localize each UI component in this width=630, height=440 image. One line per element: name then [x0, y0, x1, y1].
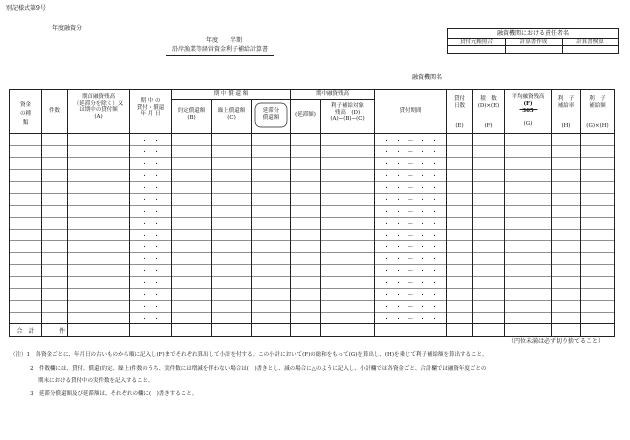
hdr-overdue-repay: 延滞分 償還額: [262, 108, 280, 121]
note-3: 3 延滞分償還額及び延滞額は、それぞれの欄に( )書きすること。: [30, 391, 198, 397]
note-2-cont: 期末における貸付中の実件数を記入すること。: [38, 378, 154, 384]
period-label: 年度 半期: [206, 37, 243, 44]
hdr-avg-balance: 平均融資残高 (F) 365 (G): [511, 94, 545, 127]
row-period-marks: ・ ・ 〜 ・ ・: [383, 256, 438, 264]
row-period-marks: ・ ・ 〜 ・ ・: [383, 208, 438, 216]
hdr-loan-period: 貸付期間: [399, 108, 422, 114]
rounding-note: （円位未満は必ず切り捨てること）: [508, 338, 605, 345]
row-date-marks: ・ ・: [141, 268, 160, 276]
resp-col-verify: 計算書検算: [562, 38, 618, 46]
resp-col-ledger: 貸付元帳照合: [448, 38, 505, 46]
row-date-marks: ・ ・: [141, 315, 160, 323]
hdr-loan-date: 期 中 の 貸付・償還 年 月 日: [136, 98, 165, 118]
row-date-marks: ・ ・: [141, 149, 160, 157]
row-date-marks: ・ ・: [141, 244, 160, 252]
note-1: （注）1 各資金ごとに、年月日の古いものから順に記入し(F)までそれぞれ算出して小計を付する。この小計において(F)の総和をもって(G)を算出し、(H)を乗じて利子補給額を算出すること。: [10, 352, 488, 358]
resp-col-create: 計算書作成: [505, 38, 562, 46]
row-period-marks: ・ ・ 〜 ・ ・: [383, 303, 438, 311]
total-label: 合 計: [16, 328, 35, 335]
hdr-loan-days: 貸付 日数 (E): [453, 96, 465, 130]
row-date-marks: ・ ・: [141, 232, 160, 240]
form-number: 別記様式第9号: [6, 5, 46, 12]
note-2: 2 件数欄には、貸付、償還(約定、繰上)件数のうち、実件数には増減を伴わない場合は( )書きとし、減の場合に△のように記入し、小計欄では各資金ごと、合計欄では融資年度ごとの: [30, 366, 487, 372]
row-period-marks: ・ ・ 〜 ・ ・: [383, 137, 438, 145]
hdr-overdue-amount: (延滞額): [295, 112, 316, 118]
total-unit: 件: [58, 328, 65, 335]
row-date-marks: ・ ・: [141, 303, 160, 311]
row-period-marks: ・ ・ 〜 ・ ・: [383, 173, 438, 181]
row-date-marks: ・ ・: [141, 256, 160, 264]
row-date-marks: ・ ・: [141, 161, 160, 169]
hdr-prev-balance: 期首融資残高 （延滞分を除く）又 は期中の貸付額 (A): [73, 94, 124, 120]
row-date-marks: ・ ・: [141, 291, 160, 299]
row-period-marks: ・ ・ 〜 ・ ・: [383, 149, 438, 157]
hdr-repayment-group: 期 中 償 還 額: [213, 91, 249, 97]
row-period-marks: ・ ・ 〜 ・ ・: [383, 220, 438, 228]
row-date-marks: ・ ・: [141, 280, 160, 287]
row-period-marks: ・ ・ 〜 ・ ・: [383, 232, 438, 240]
hdr-count: 件数: [48, 108, 60, 114]
row-period-marks: ・ ・ 〜 ・ ・: [383, 244, 438, 252]
hdr-mid-balance-group: 期中融資残高: [315, 91, 349, 97]
row-period-marks: ・ ・ 〜 ・ ・: [383, 291, 438, 299]
row-period-marks: ・ ・ 〜 ・ ・: [383, 185, 438, 192]
fiscal-year-label: 年度融資分: [52, 25, 83, 32]
row-date-marks: ・ ・: [141, 137, 160, 145]
row-period-marks: ・ ・ 〜 ・ ・: [383, 315, 438, 323]
row-period-marks: ・ ・ 〜 ・ ・: [383, 268, 438, 276]
row-date-marks: ・ ・: [141, 208, 160, 216]
row-date-marks: ・ ・: [141, 185, 160, 192]
hdr-subsidy-amount: 利 子 補給額 (G)×(H): [586, 96, 609, 130]
responsible-title: 融資機関における責任者名: [448, 29, 618, 39]
row-date-marks: ・ ・: [141, 220, 160, 228]
hdr-loan-type: 資金の種 類: [19, 102, 37, 126]
row-period-marks: ・ ・ 〜 ・ ・: [383, 161, 438, 169]
hdr-early-repay: 繰上償還額 (C): [217, 108, 246, 121]
row-period-marks: ・ ・ 〜 ・ ・: [383, 280, 438, 287]
form-title: 沿岸漁業等経営資金利子補給計算書: [166, 47, 274, 56]
hdr-rate: 利 子 補給率 (H): [557, 96, 575, 130]
hdr-contract-repay: 約定償還額 (B): [177, 108, 206, 121]
institution-label: 融資機関名: [412, 74, 443, 81]
hdr-subsidy-balance: 利子補給対象 残高 (D) (A)−(B)−(C): [330, 103, 365, 123]
row-date-marks: ・ ・: [141, 173, 160, 181]
row-period-marks: ・ ・ 〜 ・ ・: [383, 196, 438, 204]
hdr-product: 積 数 (D)×(E) (F): [477, 96, 500, 130]
row-date-marks: ・ ・: [141, 196, 160, 204]
